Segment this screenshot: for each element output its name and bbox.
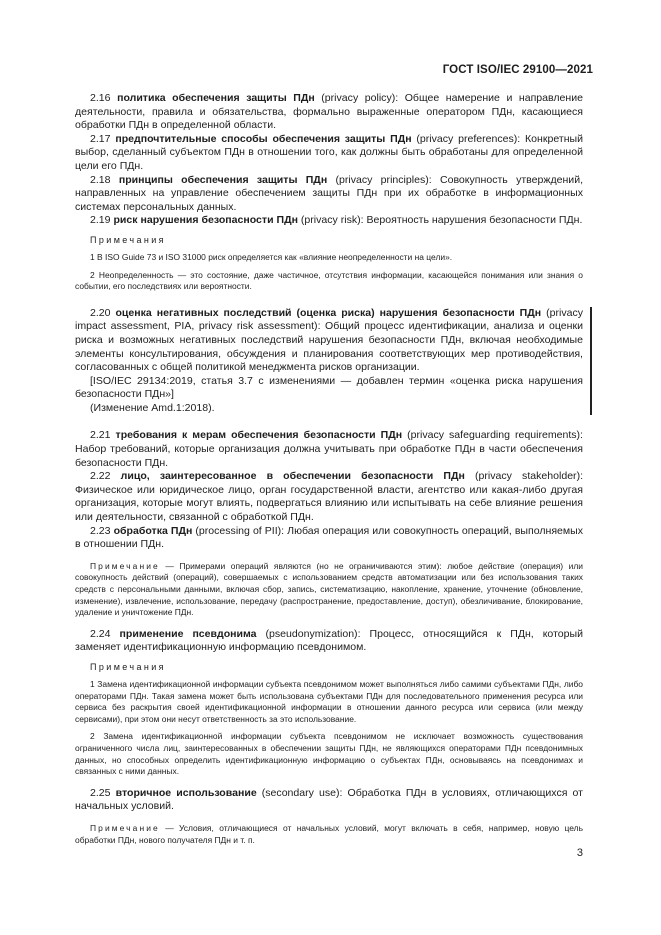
notes-heading: Примечания bbox=[90, 234, 166, 245]
term-2-20: 2.20 оценка негативных последствий (оценка риска) нарушения безопасности ПДн (privacy impact assessment, PIA, privacy risk assessment): Общий процесс идентификации, анализа и оценки риска и возможных негативных последствий нарушения безопасности ПДн, включая необходимые элементы консультирования, обсуждения и планирования соответствующих мер противодействия, согласованных с общей политикой менеджмента рисков организации. bbox=[75, 306, 583, 374]
note-item: 1 Замена идентификационной информации субъекта псевдонимом может выполняться либо самими субъектами ПДн, либо операторами ПДн. Такая замена может быть использована субъектами ПДн для последовательного применения ресурса или сервиса без раскрытия своей идентификационной информации в отношении данного ресурса или сервиса (или между сервисами), при этом они несут ответственность за это использование. bbox=[75, 678, 583, 724]
note-item: Примечание — Условия, отличающиеся от начальных условий, могут включать в себя, например, новую цель обработки ПДн, нового получателя ПДн и т. п. bbox=[75, 822, 583, 845]
note-label: Примечание bbox=[90, 822, 160, 833]
note-label: Примечание bbox=[90, 560, 160, 571]
term-2-24: 2.24 применение псевдонима (pseudonymization): Процесс, относящийся к ПДн, который заменяет идентификационную информацию псевдонимом. bbox=[75, 627, 583, 654]
term-2-18: 2.18 принципы обеспечения защиты ПДн (privacy principles): Совокупность утверждений, направленных на управление обеспечением защиты ПДн при их обработке в информационных системах персональных данных. bbox=[75, 173, 584, 213]
term-2-17: 2.17 предпочтительные способы обеспечения защиты ПДн (privacy preferences): Конкретный выбор, сделанный субъектом ПДн в отношении того, как должны быть обработаны для определенной цели его ПДн. bbox=[75, 132, 583, 172]
source-reference: [ISO/IEC 29134:2019, статья 3.7 с изменениями — добавлен термин «оценка риска нарушения безопасности ПДн»] bbox=[75, 374, 583, 401]
standard-header: ГОСТ ISO/IEC 29100—2021 bbox=[442, 64, 593, 76]
term-title: риск нарушения безопасности ПДн bbox=[113, 214, 298, 227]
term-2-16: 2.16 политика обеспечения защиты ПДн (privacy policy): Общее намерение и направление деятельности, правила и обязательства, формально выраженные оператором ПДн, касающиеся обработки ПДн в определенной области. bbox=[75, 92, 583, 132]
term-title: оценка негативных последствий (оценка риска) нарушения безопасности ПДн bbox=[115, 306, 542, 319]
term-title: применение псевдонима bbox=[119, 627, 257, 640]
term-title: обработка ПДн bbox=[113, 524, 193, 537]
term-2-21: 2.21 требования к мерам обеспечения безопасности ПДн (privacy safeguarding requirements): Набор требований, которые организация должна учитывать при обработке ПДн в части обеспечения безопасности ПДн. bbox=[75, 429, 583, 469]
term-2-22: 2.22 лицо, заинтересованное в обеспечении безопасности ПДн (privacy stakeholder): Физическое или юридическое лицо, орган государственной власти, агентство или какая-либо другая организация, которые могут влиять, подвергаться влиянию или испытывать на себе влияние решения или деятельности, связанной с обработкой ПДн. bbox=[75, 470, 584, 524]
note-item: Примечание — Примерами операций являются (но не ограничиваются этим): любое действие (операция) или совокупность действий (операций), совершаемых с использованием средств автоматизации или без использования таких средств с персональными данными, включая сбор, запись, систематизацию, накопление, хранение, уточнение (обновление, изменение), извлечение, использование, передачу (распространение, предоставление, доступ), обезличивание, блокирование, удаление и уничтожение ПДн. bbox=[75, 560, 583, 618]
term-title: вторичное использование bbox=[115, 786, 257, 799]
term-title: принципы обеспечения защиты ПДн bbox=[118, 173, 328, 186]
amendment-note: (Изменение Amd.1:2018). bbox=[90, 401, 215, 414]
page-content bbox=[75, 92, 583, 846]
amended-term-block bbox=[75, 307, 583, 416]
notes-heading: Примечания bbox=[90, 661, 166, 672]
page-number: 3 bbox=[576, 847, 583, 859]
term-2-25: 2.25 вторичное использование (secondary use): Обработка ПДн в условиях, отличающихся от начальных условий. bbox=[75, 786, 583, 813]
term-2-19: 2.19 риск нарушения безопасности ПДн (privacy risk): Вероятность нарушения безопасности ПДн. bbox=[90, 214, 583, 227]
term-title: лицо, заинтересованное в обеспечении безопасности ПДн bbox=[120, 470, 465, 483]
note-item: 2 Замена идентификационной информации субъекта псевдонимом не исключает возможность существования ограниченного числа лиц, заинтересованных в обеспечении защиты ПДн, не являющихся операторами ПДн псевдонимных данных, но способных определить идентификационную информацию о субъектах ПДн, основываясь на псевдонимах и связанных с ними данных. bbox=[75, 731, 583, 777]
note-item: 2 Неопределенность — это состояние, даже частичное, отсутствия информации, касающейся понимания или знания о событии, его последствиях или вероятности. bbox=[75, 269, 583, 292]
term-title: политика обеспечения защиты ПДн bbox=[117, 92, 315, 104]
term-title: предпочтительные способы обеспечения защиты ПДн bbox=[115, 132, 412, 145]
amendment-marker-bar bbox=[590, 307, 592, 416]
note-item: 1 В ISO Guide 73 и ISO 31000 риск определяется как «влияние неопределенности на цели». bbox=[90, 251, 453, 262]
term-2-23: 2.23 обработка ПДн (processing of PII): Любая операция или совокупность операций, выполняемых в отношении ПДн. bbox=[75, 524, 584, 551]
term-title: требования к мерам обеспечения безопасности ПДн bbox=[115, 429, 403, 442]
